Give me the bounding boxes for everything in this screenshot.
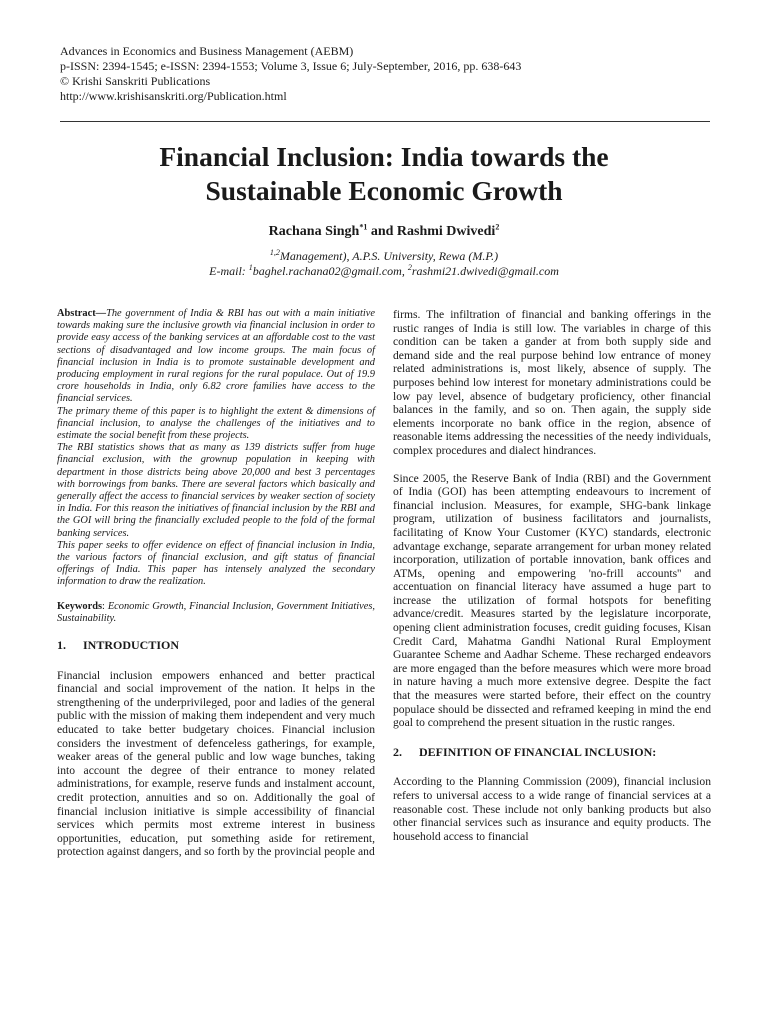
journal-issn: p-ISSN: 2394-1545; e-ISSN: 2394-1553; Volume 3, Issue 6; July-September, 2016, pp. 638-643 [60, 59, 522, 73]
abstract-p3: The RBI statistics shows that as many as 139 districts suffer from huge financial exclusion, with the grownup population in keeping with department in those districts being above 20,000 and best 3 percentages with borrowings from banks. There are several factors which basically and generally affect the access to financial services by weaker section of society in India. For this reason the initiatives of financial inclusion by the RBI and the GOI will bring the financially excluded people to the fold of the formal banking services. [57, 442, 375, 539]
affiliation-text: Management), A.P.S. University, Rewa (M.P.) [279, 249, 499, 263]
intro-paragraph: Financial inclusion empowers enhanced and better practical financial and social improvement of the nation. It helps in the strengthening of the underprivileged, poor and ladies of the general public with the mission of making them independent and very much educated to take better budgetary choices. Financial inclusion considers the investment of defenceless gatherings, for example, weaker areas of the general public and low wage bunches, taking into account the degree of their entrance to money related administrations, for example, reserve funds and instalment account, credit protection, annuities and so on. Additionally the goal of financial inclusion initiative is simple accessibility of financial services which permits most extreme interest in business opportunities, education, put something aside for retirement, protection against dangers, and so forth by the provincial people and [57, 668, 375, 859]
author-2: Rashmi Dwivedi [396, 224, 496, 239]
abstract-label: Abstract— [57, 308, 107, 319]
section-1-heading [57, 639, 375, 653]
keywords [57, 601, 375, 625]
affiliation-line [0, 249, 768, 264]
section-2-number: 2. [393, 744, 402, 759]
email-1-mark: 1 [248, 263, 253, 272]
keywords-label: Keywords [57, 600, 103, 612]
journal-publisher: © Krishi Sanskriti Publications [60, 74, 211, 88]
definition-paragraph: According to the Planning Commission (2009), financial inclusion refers to universal access to a wide range of financial services at a reasonable cost. These include not only banking products but also other financial services such as insurance and equity products. The household access to financial [393, 775, 711, 843]
left-column [57, 308, 375, 859]
author-2-mark: 2 [495, 222, 500, 232]
section-2-title: DEFINITION OF FINANCIAL INCLUSION: [419, 744, 657, 759]
author-1: Rachana Singh [268, 224, 360, 239]
author-conjunction: and [367, 224, 397, 239]
author-list [0, 224, 768, 240]
email-2-mark: 2 [407, 263, 412, 272]
header-rule [60, 121, 710, 122]
abstract-p1 [57, 308, 375, 406]
email-label: E-mail: [209, 264, 249, 278]
email-line [0, 264, 768, 279]
abstract-text-1: The government of India & RBI has out with a main initiative towards making sure the inclusive growth via financial inclusion in order to provide easy access of the banking services at an affordable cost to the vast sections of disadvantaged and low income groups. The main focus of financial inclusion in India is to promote sustainable development and producing employment in rural regions for the rural populace. Out of 19.9 crore households in India, only 6.82 crore families have access to the financial services. [57, 308, 375, 405]
section-1-title: INTRODUCTION [83, 638, 180, 653]
keywords-text: Economic Growth, Financial Inclusion, Government Initiatives, Sustainability. [57, 600, 375, 624]
affiliation-mark: 1,2 [269, 248, 280, 257]
journal-url[interactable]: http://www.krishisanskriti.org/Publication.html [60, 89, 287, 103]
email-2[interactable]: rashmi21.dwivedi@gmail.com [411, 264, 559, 278]
section-1-number: 1. [57, 638, 66, 653]
journal-header [60, 44, 521, 104]
email-1[interactable]: baghel.rachana02@gmail.com, [252, 264, 408, 278]
right-paragraph-1: firms. The infiltration of financial and banking offerings in the rustic ranges of India is still low. The variables in charge of this condition can be taken a gander at from both supply side and demand side and the real purpose behind low entrance of money related administrations is, most likely, absence of supply. The purposes behind low interest for monetary administrations could be low pay level, absence of budgetary proficiency, other financial balances in the family, and so on. Then again, the supply side elements incorporate no bank office in the region, absence of reasonable items addressing the necessities of the needy individuals, complex procedures and dialect hindrances. [393, 308, 711, 457]
abstract-p4: This paper seeks to offer evidence on effect of financial inclusion in India, the various factors of financial exclusion, and gift status of financial offerings of India. This paper has intensely analyzed the secondary information to draw the realization. [57, 539, 375, 588]
paper-title [0, 140, 768, 208]
right-paragraph-2: Since 2005, the Reserve Bank of India (RBI) and the Government of India (GOI) has been attempting endeavours to increment of financial inclusion. Measures, for example, SHG-bank linkage program, utilization of business facilitators and journalists, facilitating of Know Your Customer (KYC) standards, electronic advantage exchange, separate arrangement for urban money related incorporation, utilization of portable innovation, bank offices and ATMs, opening and empowering 'no-frill accounts'' and accentuation on financial literacy have assumed a huge part to increase the utilization of formal hotspots for benefiting advance/credit. Measures started by the legislature incorporate, opening client administration focuses, credit guiding focuses, Kisan Credit Card, Mahatma Gandhi National Rural Employment Guarantee Scheme and Aadhar Scheme. These recharged endeavors are more engaged than the before measures which were more broad in nature having a much more extensive degree. Despite the fact that the measures were started before, their effect on the country populace should be dissected and reframed keeping in mind the end goal to comprehend the present situation in the rustic ranges. [393, 471, 711, 730]
journal-name: Advances in Economics and Business Management (AEBM) [60, 44, 354, 58]
right-column [393, 308, 711, 843]
keywords-sep: : [102, 600, 108, 612]
title-line-2: Sustainable Economic Growth [205, 175, 563, 206]
title-line-1: Financial Inclusion: India towards the [159, 141, 609, 172]
author-1-mark: *1 [359, 222, 368, 232]
section-2-heading [393, 746, 711, 760]
abstract-p2: The primary theme of this paper is to highlight the extent & dimensions of financial inclusion, to analyse the challenges of the initiatives and to estimate the social benefit from these projects. [57, 405, 375, 442]
affiliation [0, 249, 768, 279]
